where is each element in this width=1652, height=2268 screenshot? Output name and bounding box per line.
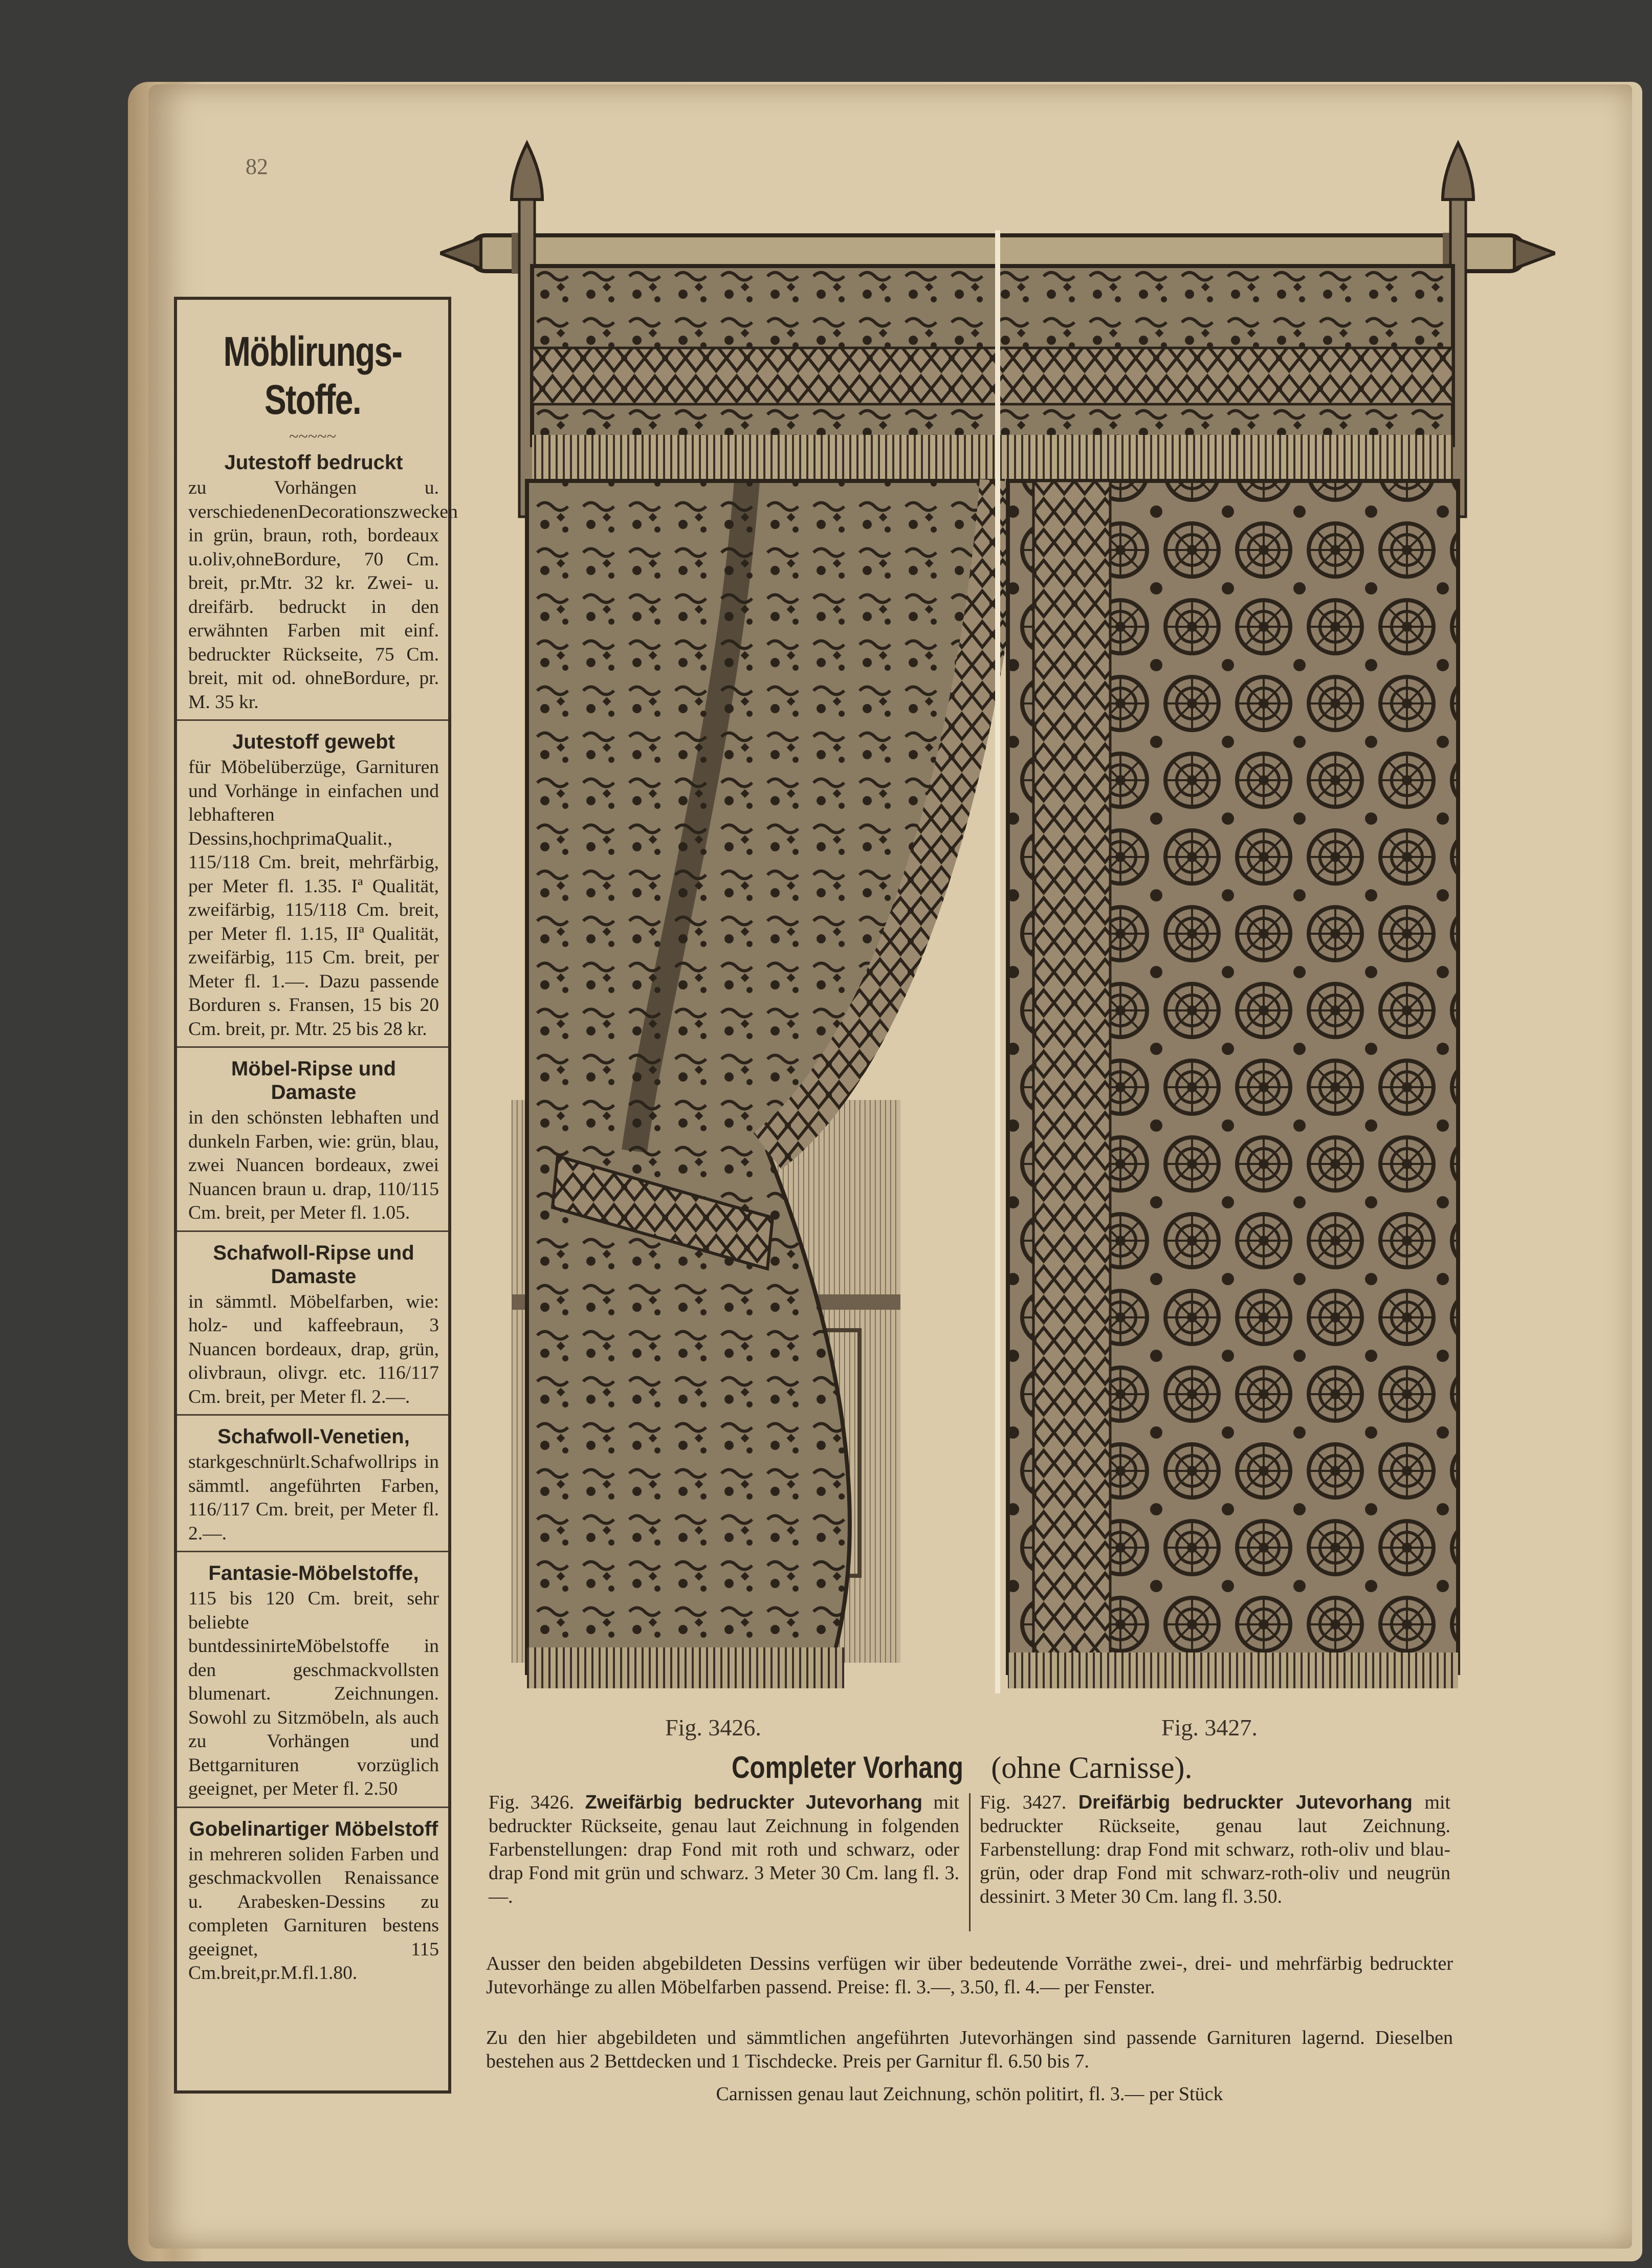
description-fig-3427 <box>980 1791 1450 1908</box>
fig-ref: Fig. 3427. <box>980 1792 1067 1813</box>
section-body: für Möbelüberzüge, Garnituren und Vorhänge in einfachen und lebhafteren Dessins,hochprimaQualit., 115/118 Cm. breit, mehrfärbig, per Meter fl. 1.35. Iª Qualität, zweifärbig, 115/118 Cm. breit, per Meter fl. 1.15, IIª Qualität, zweifärbig, 115 Cm. breit, per Meter fl. 1.—. Dazu passende Borduren s. Fransen, 15 bis 20 Cm. breit, pr. Mtr. 25 bis 28 kr. <box>188 757 439 1040</box>
section-jutestoff-gewebt <box>177 719 448 1041</box>
section-body: in den schönsten lebhaften und dunkeln Farben, wie: grün, blau, zwei Nuancen bordeaux, zwei Nuancen braun u. drap, 110/115 Cm. breit, per Meter fl. 1.05. <box>188 1107 439 1223</box>
fig-ref: Fig. 3426. <box>489 1792 575 1813</box>
column-divider <box>969 1793 971 1931</box>
paragraph-garnitures: Zu den hier abgebildeten und sämmtlichen angeführten Jutevorhängen sind passende Garnituren lagernd. Dieselben bestehen aus 2 Bettdecken und 1 Tischdecke. Preis per Garnitur fl. 6.50 bis 7. <box>486 2027 1453 2072</box>
product-title: Zweifärbig bedruckter Jutevorhang <box>585 1792 922 1813</box>
figure-label-left: Fig. 3426. <box>665 1714 761 1741</box>
section-heading: Jutestoff bedruckt <box>224 451 403 474</box>
heading-bold: Completer Vorhang <box>732 1750 963 1785</box>
section-jutestoff-bedruckt <box>177 451 458 714</box>
description-fig-3426 <box>489 1791 959 1908</box>
section-heading: Jutestoff gewebt <box>232 731 395 753</box>
ornament-divider: ~~~~~ <box>289 427 336 446</box>
section-moebel-ripse <box>177 1046 448 1225</box>
section-heading-complete-curtain <box>732 1750 1193 1786</box>
sidebar-box <box>174 297 458 2094</box>
section-body: starkgeschnürlt.Schafwollrips in sämmtl. angeführten Farben, 116/117 Cm. breit, per Meter fl. 2.—. <box>188 1451 439 1544</box>
section-schafwoll-venetien <box>177 1414 448 1546</box>
section-heading: Fantasie-Möbelstoffe, <box>208 1562 419 1584</box>
section-body: 115 bis 120 Cm. breit, sehr beliebte buntdessinirteMöbelstoffe in den geschmackvollsten blumenart. Zeichnungen. Sowohl zu Sitzmöbeln, als auch zu Vorhängen und Bettgarnituren vorzüglich geeignet, per Meter fl. 2.50 <box>188 1588 439 1799</box>
paragraph-stock: Ausser den beiden abgebildeten Dessins verfügen wir über bedeutende Vorräthe zwei-, drei- und mehrfärbig bedruckter Jutevorhänge zu allen Möbelfarben passend. Preise: fl. 3.—, 3.50, fl. 4.— per Fenster. <box>486 1953 1453 1998</box>
section-schafwoll-ripse <box>177 1230 448 1410</box>
curtain-illustration <box>440 128 1555 1724</box>
section-gobelinartiger <box>177 1807 448 1986</box>
section-body: in mehreren soliden Farben und geschmackvollen Renaissance u. Arabesken-Dessins zu completen Garnituren bestens geeignet, 115 Cm.breit,pr.M.fl.1.80. <box>188 1843 439 1984</box>
page-number: 82 <box>246 154 268 179</box>
product-description: mit bedruckter Rückseite, genau laut Zeichnung in folgenden Farbenstellungen: drap Fond mit roth und schwarz, oder drap Fond mit grün und schwarz. 3 Meter 30 Cm. lang fl. 3.—. <box>489 1792 959 1907</box>
section-heading: Möbel-Ripse und Damaste <box>231 1058 397 1104</box>
sidebar-title: Möblirungs-Stoffe. <box>223 328 402 423</box>
figure-label-right: Fig. 3427. <box>1161 1714 1258 1741</box>
section-heading: Gobelinartiger Möbelstoff <box>189 1817 438 1840</box>
product-title: Dreifärbig bedruckter Jutevorhang <box>1078 1792 1413 1813</box>
section-heading: Schafwoll-Venetien, <box>217 1425 410 1448</box>
section-body: zu Vorhängen u. verschiedenenDecorationszwecken in grün, braun, roth, bordeaux u.oliv,ohneBordure, 70 Cm. breit, pr.Mtr. 32 kr. Zwei- u. dreifärb. bedruckt in den erwähnten Farben mit einf. bedruckter Rückseite, 75 Cm. breit, mit od. ohneBordure, pr. M. 35 kr. <box>188 477 458 713</box>
product-description: mit bedruckter Rückseite, genau laut Zeichnung. Farbenstellung: drap Fond mit schwarz, roth-oliv und blau-grün, oder drap Fond mit schwarz-roth-oliv und neugrün dessinirt. 3 Meter 30 Cm. lang fl. 3.50. <box>980 1792 1450 1907</box>
paragraph-carnissen: Carnissen genau laut Zeichnung, schön politirt, fl. 3.— per Stück <box>716 2083 1223 2105</box>
section-body: in sämmtl. Möbelfarben, wie: holz- und kaffeebraun, 3 Nuancen bordeaux, drap, grün, olivbraun, olivgr. etc. 116/117 Cm. breit, per Meter fl. 2.—. <box>188 1291 439 1407</box>
section-heading: Schafwoll-Ripse und Damaste <box>213 1241 414 1288</box>
heading-rest: (ohne Carnisse). <box>991 1751 1193 1785</box>
section-fantasie-moebelstoffe <box>177 1551 448 1801</box>
